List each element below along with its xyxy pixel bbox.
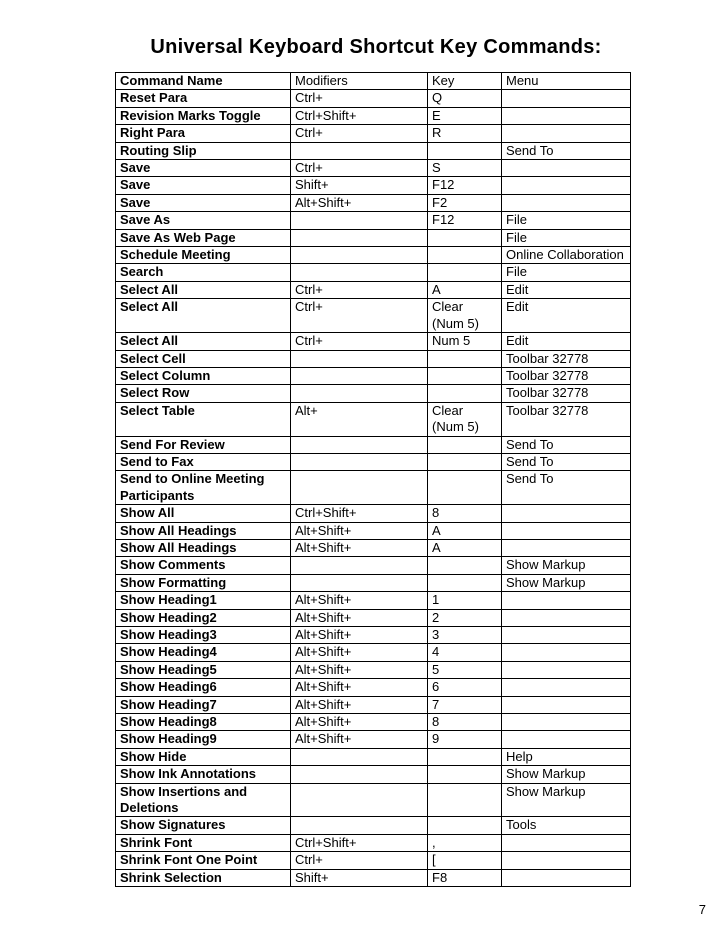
cell-modifiers: Alt+Shift+ [291,661,428,678]
cell-menu: File [502,264,631,281]
cell-command-name: Show All [116,505,291,522]
cell-command-name: Send to Online Meeting Participants [116,471,291,505]
cell-key: R [428,125,502,142]
cell-command-name: Show Heading6 [116,679,291,696]
cell-command-name: Show Heading1 [116,592,291,609]
cell-menu [502,852,631,869]
cell-modifiers [291,783,428,817]
cell-modifiers: Alt+ [291,402,428,436]
table-row [116,177,631,194]
cell-menu [502,90,631,107]
cell-key: 9 [428,731,502,748]
cell-key [428,142,502,159]
cell-modifiers [291,557,428,574]
cell-modifiers: Ctrl+ [291,852,428,869]
table-row [116,453,631,470]
table-row [116,333,631,350]
table-row [116,522,631,539]
cell-modifiers: Ctrl+ [291,160,428,177]
cell-key [428,247,502,264]
table-row [116,125,631,142]
cell-key [428,264,502,281]
table-row [116,539,631,556]
cell-command-name: Show Heading7 [116,696,291,713]
cell-modifiers [291,766,428,783]
cell-menu: Tools [502,817,631,834]
cell-key [428,574,502,591]
table-row [116,160,631,177]
cell-key [428,557,502,574]
cell-command-name: Reset Para [116,90,291,107]
cell-key: Num 5 [428,333,502,350]
table-row [116,592,631,609]
shortcut-table-body [116,73,631,887]
cell-menu [502,731,631,748]
table-row [116,834,631,851]
cell-modifiers: Alt+Shift+ [291,194,428,211]
cell-menu: Toolbar 32778 [502,350,631,367]
cell-key [428,229,502,246]
table-row [116,247,631,264]
cell-key: 8 [428,714,502,731]
cell-command-name: Show Heading9 [116,731,291,748]
cell-modifiers: Ctrl+Shift+ [291,834,428,851]
shortcut-table [115,72,631,887]
header-key: Key [428,73,502,90]
cell-menu: Edit [502,299,631,333]
cell-menu [502,125,631,142]
cell-command-name: Show Heading2 [116,609,291,626]
table-row [116,505,631,522]
cell-key: Clear (Num 5) [428,299,502,333]
table-row [116,869,631,886]
cell-command-name: Show Hide [116,748,291,765]
cell-key: A [428,522,502,539]
table-row [116,264,631,281]
cell-command-name: Show Formatting [116,574,291,591]
cell-menu: Send To [502,471,631,505]
table-row [116,436,631,453]
table-row [116,766,631,783]
cell-menu [502,505,631,522]
cell-modifiers: Ctrl+ [291,281,428,298]
cell-menu [502,627,631,644]
cell-modifiers: Alt+Shift+ [291,627,428,644]
cell-menu: Online Collaboration [502,247,631,264]
cell-modifiers: Shift+ [291,177,428,194]
cell-command-name: Show Comments [116,557,291,574]
cell-command-name: Routing Slip [116,142,291,159]
cell-menu [502,679,631,696]
cell-key [428,471,502,505]
cell-command-name: Show Signatures [116,817,291,834]
table-row [116,212,631,229]
cell-modifiers: Ctrl+Shift+ [291,107,428,124]
cell-key: S [428,160,502,177]
cell-modifiers [291,350,428,367]
shortcut-table-container [115,72,631,887]
cell-command-name: Show All Headings [116,539,291,556]
table-row [116,609,631,626]
cell-modifiers [291,436,428,453]
cell-modifiers: Alt+Shift+ [291,592,428,609]
cell-key: , [428,834,502,851]
cell-command-name: Schedule Meeting [116,247,291,264]
cell-menu [502,177,631,194]
cell-key: 1 [428,592,502,609]
table-row [116,299,631,333]
cell-modifiers: Alt+Shift+ [291,644,428,661]
cell-key: 7 [428,696,502,713]
cell-menu: Send To [502,453,631,470]
header-modifiers: Modifiers [291,73,428,90]
table-row [116,194,631,211]
table-row [116,696,631,713]
cell-menu [502,661,631,678]
cell-menu: File [502,229,631,246]
page-number: 7 [698,902,706,917]
cell-command-name: Select All [116,333,291,350]
table-row [116,142,631,159]
cell-modifiers [291,817,428,834]
cell-key: E [428,107,502,124]
cell-modifiers: Ctrl+ [291,333,428,350]
cell-command-name: Save As Web Page [116,229,291,246]
cell-modifiers: Ctrl+ [291,125,428,142]
table-row [116,107,631,124]
cell-key [428,783,502,817]
cell-key: F12 [428,177,502,194]
cell-menu [502,696,631,713]
table-row [116,644,631,661]
cell-menu [502,609,631,626]
cell-modifiers [291,385,428,402]
cell-modifiers [291,367,428,384]
cell-command-name: Show Heading3 [116,627,291,644]
cell-command-name: Revision Marks Toggle [116,107,291,124]
table-row [116,627,631,644]
cell-menu [502,592,631,609]
cell-key: F12 [428,212,502,229]
cell-modifiers [291,247,428,264]
cell-command-name: Select All [116,299,291,333]
cell-command-name: Search [116,264,291,281]
cell-command-name: Right Para [116,125,291,142]
cell-menu: Send To [502,436,631,453]
cell-command-name: Save [116,177,291,194]
cell-modifiers: Alt+Shift+ [291,609,428,626]
cell-menu [502,869,631,886]
cell-menu [502,522,631,539]
table-row [116,90,631,107]
cell-command-name: Shrink Selection [116,869,291,886]
cell-command-name: Show Heading5 [116,661,291,678]
cell-key [428,817,502,834]
cell-command-name: Send For Review [116,436,291,453]
cell-menu: Show Markup [502,574,631,591]
cell-menu [502,714,631,731]
cell-command-name: Save [116,194,291,211]
cell-key: 6 [428,679,502,696]
cell-modifiers: Ctrl+ [291,299,428,333]
table-row [116,679,631,696]
cell-command-name: Show Insertions and Deletions [116,783,291,817]
cell-key: 8 [428,505,502,522]
cell-modifiers: Alt+Shift+ [291,522,428,539]
header-menu: Menu [502,73,631,90]
cell-key: A [428,539,502,556]
table-row [116,367,631,384]
cell-key: 2 [428,609,502,626]
cell-menu: Toolbar 32778 [502,385,631,402]
table-row [116,748,631,765]
cell-menu: Help [502,748,631,765]
table-row [116,852,631,869]
cell-modifiers [291,264,428,281]
cell-menu [502,194,631,211]
cell-modifiers: Alt+Shift+ [291,696,428,713]
cell-command-name: Show Ink Annotations [116,766,291,783]
cell-command-name: Show Heading8 [116,714,291,731]
cell-command-name: Select All [116,281,291,298]
cell-command-name: Select Cell [116,350,291,367]
cell-modifiers: Ctrl+Shift+ [291,505,428,522]
table-row [116,714,631,731]
table-row [116,229,631,246]
table-row [116,731,631,748]
table-row [116,817,631,834]
cell-key: 3 [428,627,502,644]
table-row [116,385,631,402]
cell-command-name: Save [116,160,291,177]
cell-modifiers: Shift+ [291,869,428,886]
table-header-row [116,73,631,90]
table-row [116,661,631,678]
cell-menu: Edit [502,281,631,298]
cell-menu: Toolbar 32778 [502,367,631,384]
cell-modifiers [291,142,428,159]
cell-command-name: Shrink Font One Point [116,852,291,869]
cell-key [428,385,502,402]
cell-modifiers: Alt+Shift+ [291,539,428,556]
cell-command-name: Send to Fax [116,453,291,470]
cell-menu [502,160,631,177]
cell-menu [502,539,631,556]
cell-menu: File [502,212,631,229]
cell-modifiers [291,748,428,765]
table-row [116,574,631,591]
cell-key: 4 [428,644,502,661]
cell-command-name: Select Row [116,385,291,402]
cell-key [428,436,502,453]
cell-command-name: Show All Headings [116,522,291,539]
cell-modifiers: Alt+Shift+ [291,714,428,731]
cell-modifiers [291,453,428,470]
table-row [116,350,631,367]
cell-modifiers [291,574,428,591]
cell-key [428,766,502,783]
cell-key: 5 [428,661,502,678]
cell-command-name: Select Column [116,367,291,384]
cell-key: F8 [428,869,502,886]
table-row [116,557,631,574]
cell-menu [502,107,631,124]
cell-command-name: Select Table [116,402,291,436]
cell-key: Q [428,90,502,107]
cell-key: A [428,281,502,298]
cell-command-name: Save As [116,212,291,229]
table-row [116,471,631,505]
cell-menu [502,834,631,851]
cell-menu: Show Markup [502,783,631,817]
page-title: Universal Keyboard Shortcut Key Commands: [150,36,602,58]
cell-menu: Send To [502,142,631,159]
cell-modifiers [291,212,428,229]
cell-modifiers: Alt+Shift+ [291,731,428,748]
header-command-name: Command Name [116,73,291,90]
cell-command-name: Shrink Font [116,834,291,851]
cell-key [428,748,502,765]
cell-menu: Show Markup [502,557,631,574]
cell-key [428,453,502,470]
cell-modifiers: Ctrl+ [291,90,428,107]
cell-menu: Show Markup [502,766,631,783]
table-row [116,783,631,817]
cell-menu: Edit [502,333,631,350]
cell-command-name: Show Heading4 [116,644,291,661]
cell-key [428,350,502,367]
cell-key: Clear (Num 5) [428,402,502,436]
cell-key [428,367,502,384]
table-row [116,281,631,298]
cell-key: [ [428,852,502,869]
cell-menu: Toolbar 32778 [502,402,631,436]
table-row [116,402,631,436]
cell-menu [502,644,631,661]
cell-modifiers [291,229,428,246]
cell-modifiers [291,471,428,505]
cell-modifiers: Alt+Shift+ [291,679,428,696]
cell-key: F2 [428,194,502,211]
